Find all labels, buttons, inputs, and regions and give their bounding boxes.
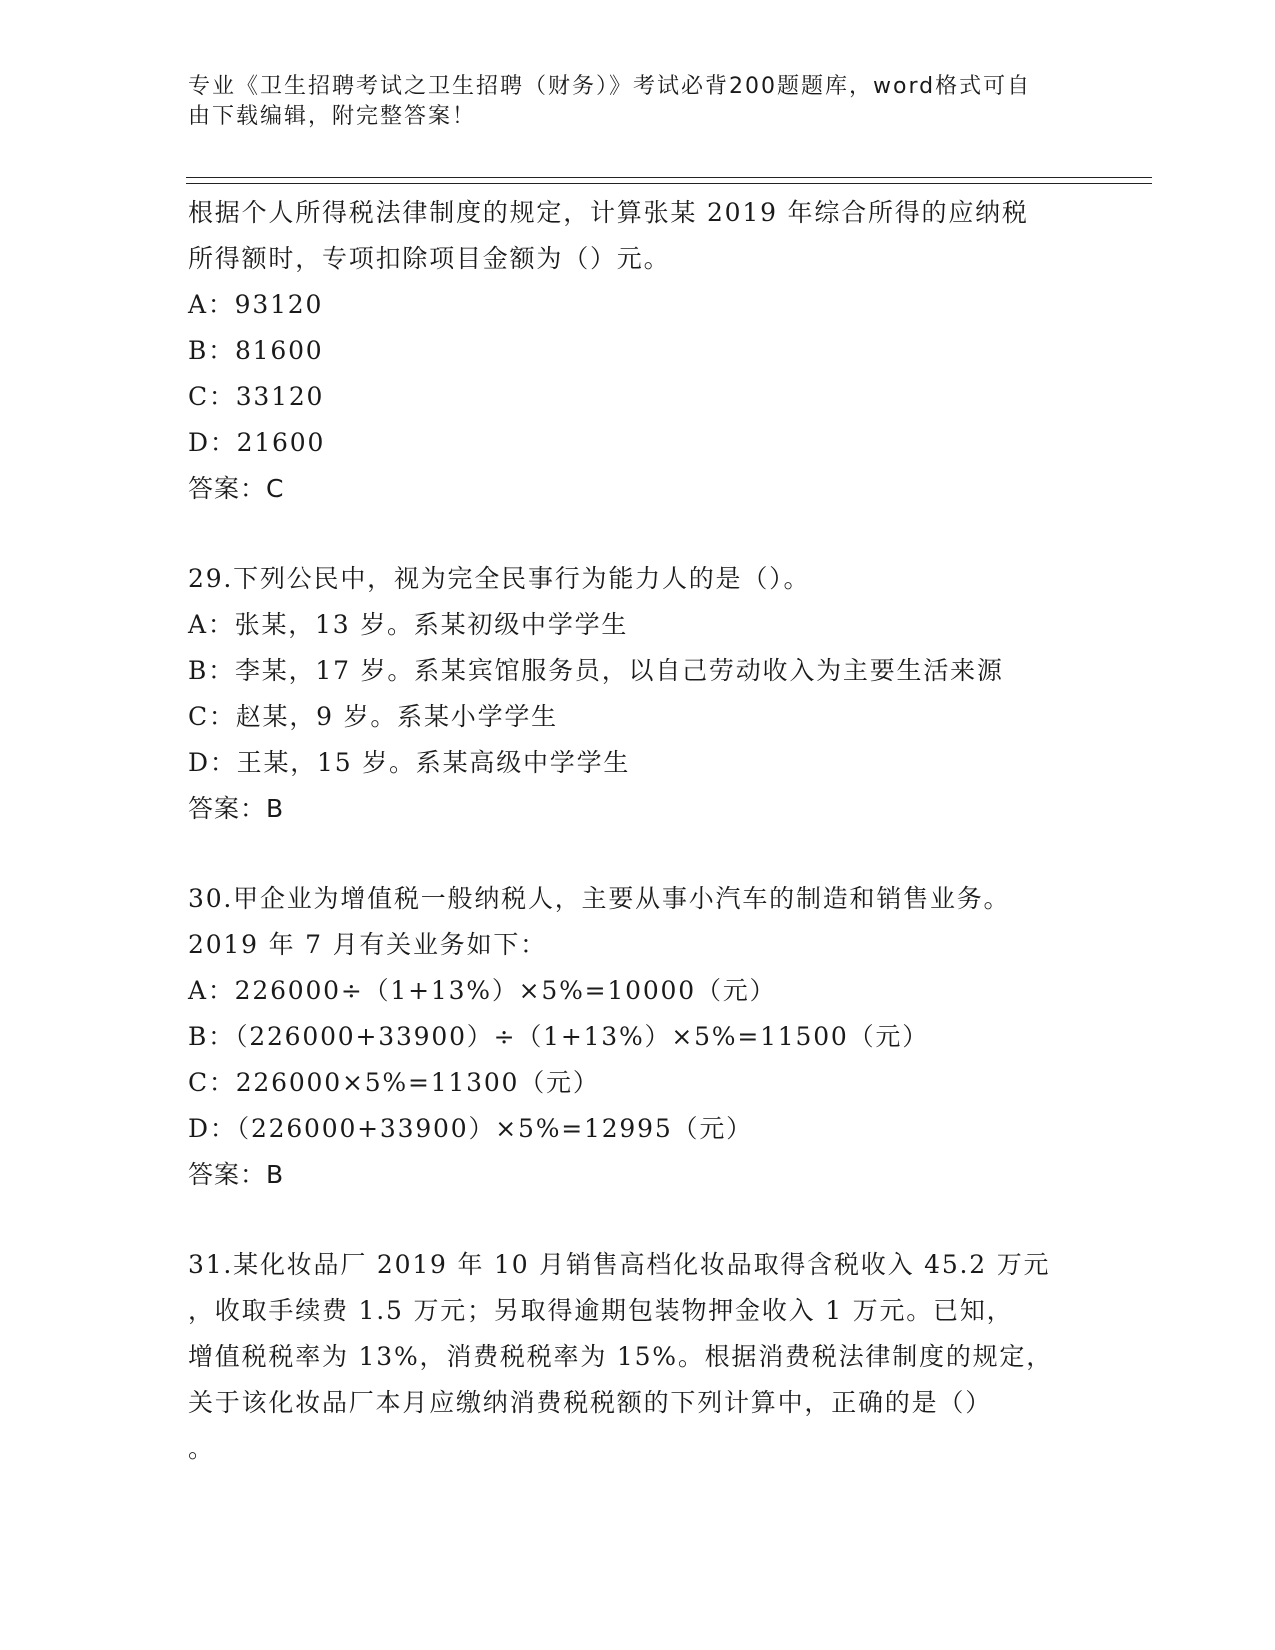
option-b: B：李某，17 岁。系某宾馆服务员，以自己劳动收入为主要生活来源: [188, 656, 1004, 685]
question-list: [188, 190, 1088, 1472]
option-c: C：33120: [188, 382, 325, 411]
option-c: C：226000×5%=11300（元）: [188, 1068, 600, 1097]
question-stem: 2019 年 7 月有关业务如下：: [188, 930, 547, 959]
header-line-2: 由下载编辑，附完整答案！: [188, 104, 477, 129]
option-d: D：（226000+33900）×5%=12995（元）: [188, 1114, 753, 1143]
answer-line: 答案：B: [188, 794, 285, 823]
spacer: [188, 832, 1088, 876]
option-d: D：王某，15 岁。系某高级中学学生: [188, 748, 631, 777]
option-a: A：93120: [188, 290, 324, 319]
header-divider-bottom: [186, 183, 1152, 184]
header-divider-top: [186, 177, 1152, 178]
question-stem: 增值税税率为 13%，消费税税率为 15%。根据消费税法律制度的规定，: [188, 1342, 1054, 1371]
question-30: [188, 876, 1088, 1198]
option-b: B：81600: [188, 336, 324, 365]
spacer: [188, 512, 1088, 556]
question-stem: ，收取手续费 1.5 万元；另取得逾期包装物押金收入 1 万元。已知，: [188, 1296, 1014, 1325]
spacer: [188, 1198, 1088, 1242]
document-header: [188, 72, 1068, 132]
question-stem: 关于该化妆品厂本月应缴纳消费税税额的下列计算中，正确的是（）: [188, 1388, 993, 1417]
answer-line: 答案：C: [188, 474, 285, 503]
header-line-1: 专业《卫生招聘考试之卫生招聘（财务）》考试必背200题题库，word格式可自: [188, 74, 1032, 99]
answer-line: 答案：B: [188, 1160, 285, 1189]
question-stem: 。: [188, 1434, 215, 1463]
question-stem: 所得额时，专项扣除项目金额为（）元。: [188, 244, 671, 273]
question-stem: 根据个人所得税法律制度的规定，计算张某 2019 年综合所得的应纳税: [188, 198, 1029, 227]
question-29: [188, 556, 1088, 832]
option-a: A：张某，13 岁。系某初级中学学生: [188, 610, 629, 639]
question-stem: 31.某化妆品厂 2019 年 10 月销售高档化妆品取得含税收入 45.2 万元: [188, 1250, 1051, 1279]
option-c: C：赵某，9 岁。系某小学学生: [188, 702, 558, 731]
option-b: B：（226000+33900）÷（1+13%）×5%=11500（元）: [188, 1022, 930, 1051]
option-d: D：21600: [188, 428, 326, 457]
option-a: A：226000÷（1+13%）×5%=10000（元）: [188, 976, 777, 1005]
question-31: [188, 1242, 1088, 1472]
question-28: [188, 190, 1088, 512]
question-stem: 29.下列公民中，视为完全民事行为能力人的是（）。: [188, 564, 811, 593]
question-stem: 30.甲企业为增值税一般纳税人，主要从事小汽车的制造和销售业务。: [188, 884, 1011, 913]
